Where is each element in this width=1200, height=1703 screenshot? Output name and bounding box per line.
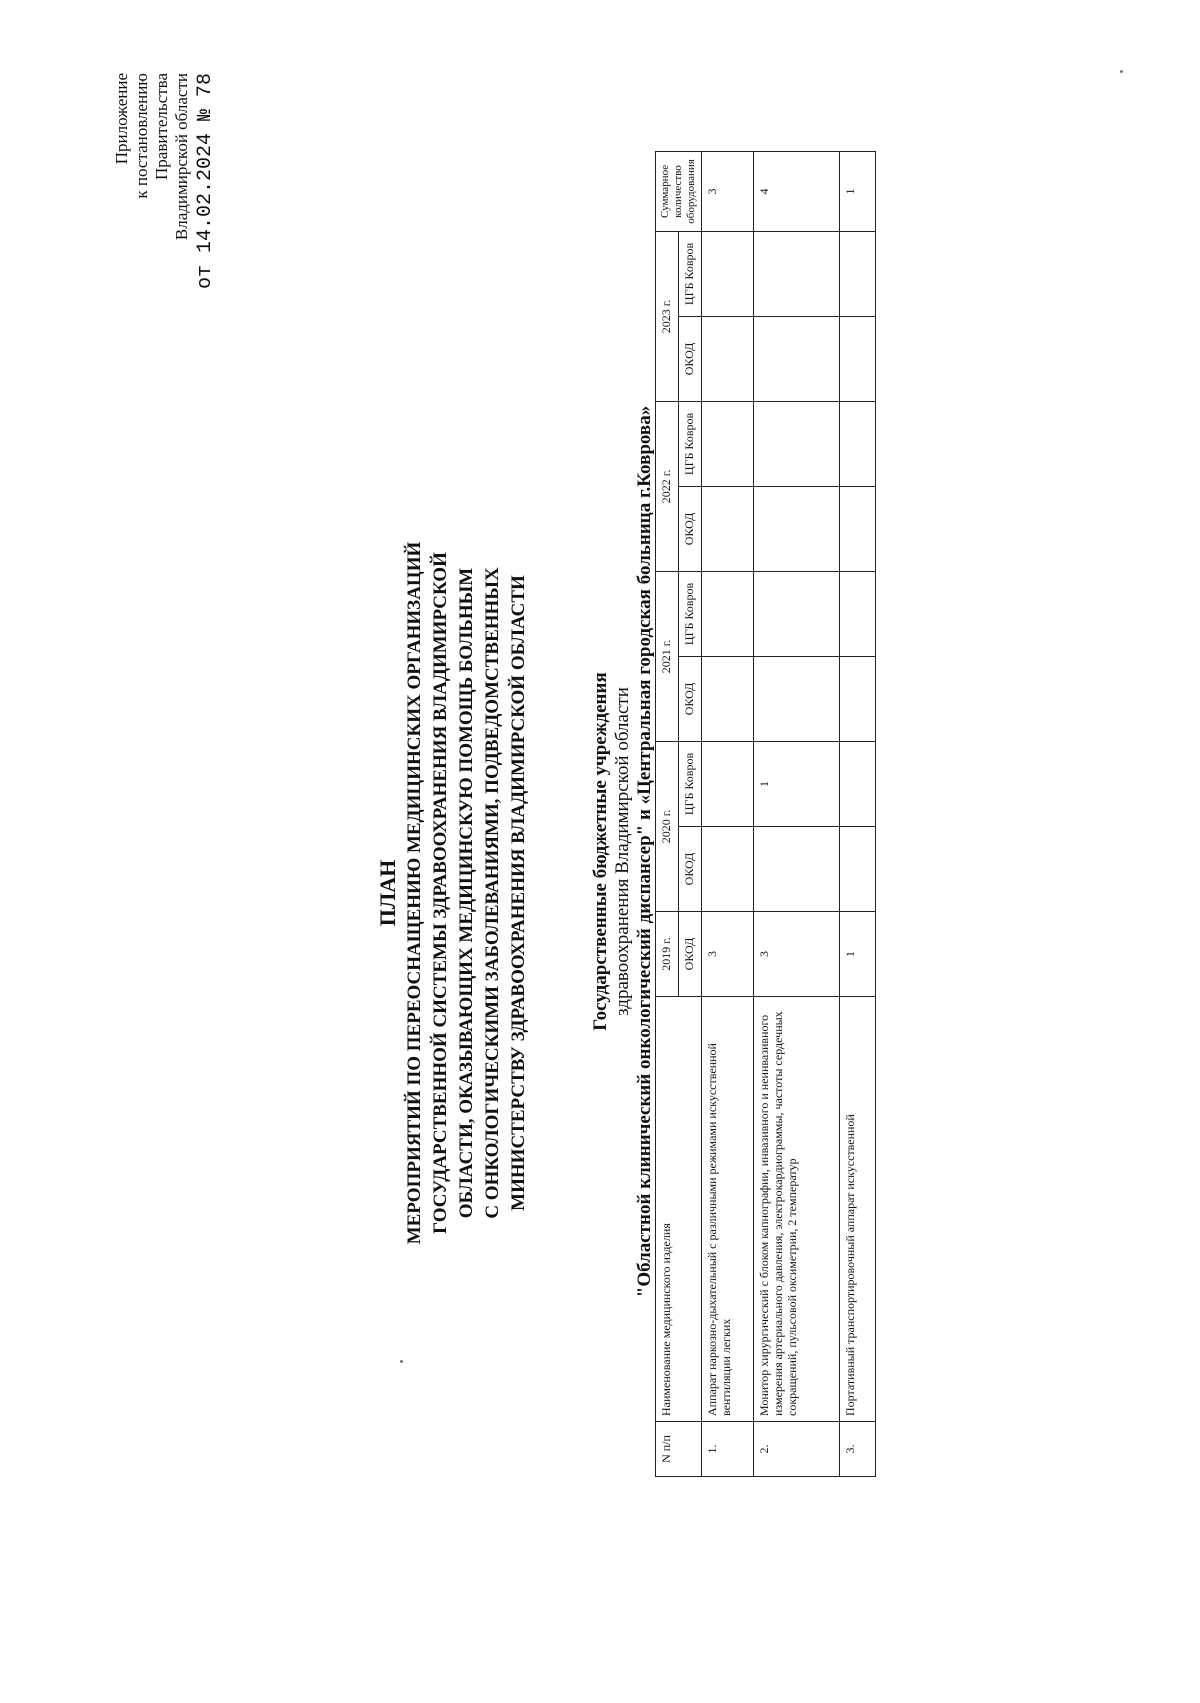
row-name: Портативный транспортировочный аппарат искусственной [840, 997, 876, 1422]
cell-2019-okod: 3 [754, 912, 840, 997]
cell-2021-okod [840, 656, 876, 741]
table-row [702, 151, 754, 1476]
cell-2023-cgb [840, 231, 876, 316]
cell-2020-okod [754, 827, 840, 912]
cell-2023-okod [840, 316, 876, 401]
row-name: Аппарат наркозно-дыхательный с различными режимами искусственной вентиляции легких [702, 997, 754, 1422]
title-line: МИНИСТЕРСТВУ ЗДРАВООХРАНЕНИЯ ВЛАДИМИРСКОЙ ОБЛАСТИ [508, 575, 529, 1211]
header-okod: ОКОД [679, 486, 702, 571]
cell-2021-okod [754, 656, 840, 741]
row-num: 1. [702, 1422, 754, 1477]
cell-total: 3 [702, 151, 754, 231]
table-row [840, 151, 876, 1476]
header-cgb: ЦГБ Ковров [679, 741, 702, 826]
cell-2021-cgb [754, 571, 840, 656]
cell-2022-cgb [840, 401, 876, 486]
subtitle-institutions: "Областной клинический онкологический диспансер" и «Центральная городская больница г.Коврова» [634, 405, 655, 1298]
cell-2022-cgb [702, 401, 754, 486]
cell-2023-okod [754, 316, 840, 401]
institutions-subtitle [590, 0, 656, 1703]
header-year: 2022 г. [656, 401, 679, 571]
cell-2020-cgb: 1 [754, 741, 840, 826]
header-num: N п/п [656, 1422, 702, 1477]
appendix-line: Владимирской области [172, 73, 191, 241]
header-name: Наименование медицинского изделия [656, 997, 702, 1422]
appendix-note [112, 73, 216, 363]
title-line: ГОСУДАРСТВЕННОЙ СИСТЕМЫ ЗДРАВООХРАНЕНИЯ ВЛАДИМИРСКОЙ [430, 552, 451, 1234]
equipment-table [655, 151, 876, 1477]
row-num: 3. [840, 1422, 876, 1477]
table-header-row [656, 151, 679, 1476]
cell-2021-okod [702, 656, 754, 741]
header-cgb: ЦГБ Ковров [679, 231, 702, 316]
appendix-line: Правительства [152, 73, 171, 180]
appendix-line: к постановлению [132, 73, 151, 199]
cell-2022-cgb [754, 401, 840, 486]
table-row [754, 151, 840, 1476]
row-name: Монитор хирургический с блоком капнографии, инвазивного и неинвазивного измерения артериального давления, электрокардиограммы, частоты сердечных сокращений, пульсовой оксиметрии, 2 температур [754, 997, 840, 1422]
cell-2023-cgb [702, 231, 754, 316]
cell-2020-cgb [702, 741, 754, 826]
header-cgb: ЦГБ Ковров [679, 401, 702, 486]
cell-2022-okod [754, 486, 840, 571]
cell-2019-okod: 3 [702, 912, 754, 997]
header-okod: ОКОД [679, 912, 702, 997]
header-year: 2021 г. [656, 571, 679, 741]
scan-speck [1120, 70, 1123, 73]
title-plan: ПЛАН [375, 859, 400, 927]
cell-2020-cgb [840, 741, 876, 826]
header-year: 2020 г. [656, 741, 679, 911]
header-cgb: ЦГБ Ковров [679, 571, 702, 656]
cell-total: 4 [754, 151, 840, 231]
title-line: МЕРОПРИЯТИЙ ПО ПЕРЕОСНАЩЕНИЮ МЕДИЦИНСКИХ ОРГАНИЗАЦИЙ [404, 541, 425, 1245]
cell-2020-okod [840, 827, 876, 912]
document-title [375, 203, 531, 1583]
cell-2019-okod: 1 [840, 912, 876, 997]
subtitle-line: Государственные бюджетные учреждения [590, 672, 611, 1031]
cell-total: 1 [840, 151, 876, 231]
header-year: 2023 г. [656, 231, 679, 401]
header-okod: ОКОД [679, 827, 702, 912]
cell-2021-cgb [702, 571, 754, 656]
header-okod: ОКОД [679, 316, 702, 401]
cell-2021-cgb [840, 571, 876, 656]
title-line: ОБЛАСТИ, ОКАЗЫВАЮЩИХ МЕДИЦИНСКУЮ ПОМОЩЬ БОЛЬНЫМ [456, 567, 477, 1219]
header-okod: ОКОД [679, 656, 702, 741]
row-num: 2. [754, 1422, 840, 1477]
title-line: С ОНКОЛОГИЧЕСКИМИ ЗАБОЛЕВАНИЯМИ, ПОДВЕДОМСТВЕННЫХ [482, 567, 503, 1219]
scan-speck [400, 1360, 403, 1363]
appendix-date-number: от 14.02.2024 № 78 [194, 73, 217, 290]
cell-2022-okod [702, 486, 754, 571]
subtitle-line: здравоохранения Владимирской области [612, 687, 633, 1016]
cell-2020-okod [702, 827, 754, 912]
cell-2023-okod [702, 316, 754, 401]
cell-2023-cgb [754, 231, 840, 316]
equipment-table-wrap [655, 159, 876, 1477]
header-total: Суммарное количество оборудования [656, 151, 702, 231]
header-year: 2019 г. [656, 912, 679, 997]
cell-2022-okod [840, 486, 876, 571]
appendix-line: Приложение [112, 73, 131, 165]
